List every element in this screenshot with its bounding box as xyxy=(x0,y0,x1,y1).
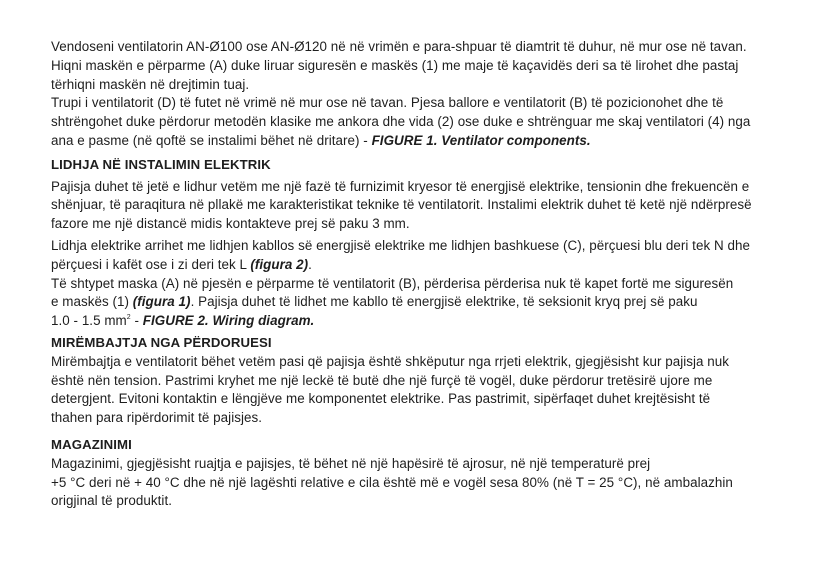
intro-line-5: shtrëngohet duke përdorur metodën klasike me ankora dhe vida (2) ose duke e shtrënguar me skaj ventilatori (4) nga xyxy=(51,114,751,130)
electrical-heading: LIDHJA NË INSTALIMIN ELEKTRIK xyxy=(51,156,271,172)
storage-line-2: +5 °C deri në + 40 °C dhe në një lagështi relative e cila është më e vogël sesa 80% (në T = 25 °C), në ambalazhin xyxy=(51,474,733,490)
figura-2-reference: (figura 2) xyxy=(250,256,309,272)
storage-line-3: origjinal të produktit. xyxy=(51,493,172,509)
intro-line-1: Vendoseni ventilatorin AN-Ø100 ose AN-Ø120 në në vrimën e para-shpuar të diamtrit të duhur, në mur ose në tavan. xyxy=(51,39,747,54)
electrical-p2-line-1: Lidhja elektrike arrihet me lidhjen kabllos së energjisë elektrike me lidhjen bashkuese (C), përçuesi blu deri tek N dhe xyxy=(51,237,750,253)
electrical-p2-line-4-start: e maskës (1) xyxy=(51,294,133,310)
document-page xyxy=(51,38,791,511)
storage-section xyxy=(51,436,791,511)
intro-line-3: tërhiqni maskën në drejtimin tuaj. xyxy=(51,76,250,92)
electrical-p1-line-3: fazore me një distancë midis kontakteve prej së paku 3 mm. xyxy=(51,216,410,232)
maintenance-line-1: Mirëmbajtja e ventilatorit bëhet vetëm pasi që pajisja është shkëputur nga rrjeti elektrik, gjegjësisht kur pajisja nuk xyxy=(51,353,730,369)
intro-line-6 xyxy=(51,132,791,151)
electrical-p2-line-5 xyxy=(51,312,791,331)
storage-heading: MAGAZINIMI xyxy=(51,436,132,452)
electrical-p2-line-3: Të shtypet maska (A) në pjesën e përparme të ventilatorit (B), përderisa përderisa nuk të kapet fortë me siguresën xyxy=(51,275,734,291)
electrical-p2-line-2-text: përçuesi i kafët ose i zi deri tek L xyxy=(51,256,251,272)
figure-1-reference: FIGURE 1. Ventilator components. xyxy=(371,132,591,148)
electrical-p2-line-4-end: . Pajisja duhet të lidhet me kabllo të energjisë elektrike, të seksionit kryq prej së paku xyxy=(190,294,698,310)
maintenance-section xyxy=(51,334,791,428)
electrical-dash: - xyxy=(130,313,143,329)
cable-section-value: 1.0 - 1.5 mm xyxy=(51,313,127,329)
figure-2-reference: FIGURE 2. Wiring diagram. xyxy=(142,313,315,329)
electrical-p2-line-4 xyxy=(51,293,791,312)
storage-line-1: Magazinimi, gjegjësisht ruajtja e pajisjes, të bëhet në një hapësirë të ajrosur, në një temperaturë prej xyxy=(51,455,651,471)
electrical-p2-line-2-end: . xyxy=(308,256,312,272)
intro-line-4: Trupi i ventilatorit (D) të futet në vrimë në mur ose në tavan. Pjesa ballore e ventilatorit (B) të pozicionohet dhe të xyxy=(51,95,724,111)
squared-superscript: 2 xyxy=(126,314,131,322)
electrical-section xyxy=(51,156,791,331)
electrical-p1-line-2: shënjuar, të paraqitura në pllakë me karakteristikat teknike të ventilatorit. Instalimi elektrik duhet të ketë një ndërpresë xyxy=(51,197,752,213)
maintenance-line-3: detergjent. Evitoni kontaktin e lëngjëve me komponentet elektrike. Pas pastrimit, sipërfaqet duhet krejtësisht të xyxy=(51,391,711,407)
figura-1-reference: (figura 1) xyxy=(132,294,191,310)
intro-section xyxy=(51,38,791,151)
maintenance-heading: MIRËMBAJTJA NGA PËRDORUESI xyxy=(51,334,272,350)
electrical-p2-line-2 xyxy=(51,256,791,275)
maintenance-line-4: thahen para ripërdorimit të pajisjes. xyxy=(51,410,262,426)
intro-line-2: Hiqni maskën e përparme (A) duke liruar siguresën e maskës (1) me maje të kaçavidës deri sa të lirohet dhe pastaj xyxy=(51,57,739,73)
electrical-p1-line-1: Pajisja duhet të jetë e lidhur vetëm me një fazë të furnizimit kryesor të energjisë elektrike, tensionin dhe frekuencën e xyxy=(51,178,750,194)
maintenance-line-2: është nën tension. Pastrimi kryhet me një leckë të butë dhe një furçë të vogël, duke përdorur tretësirë ujore me xyxy=(51,372,713,388)
intro-line-6-text: ana e pasme (në qoftë se instalimi bëhet në dritare) - xyxy=(51,132,372,148)
